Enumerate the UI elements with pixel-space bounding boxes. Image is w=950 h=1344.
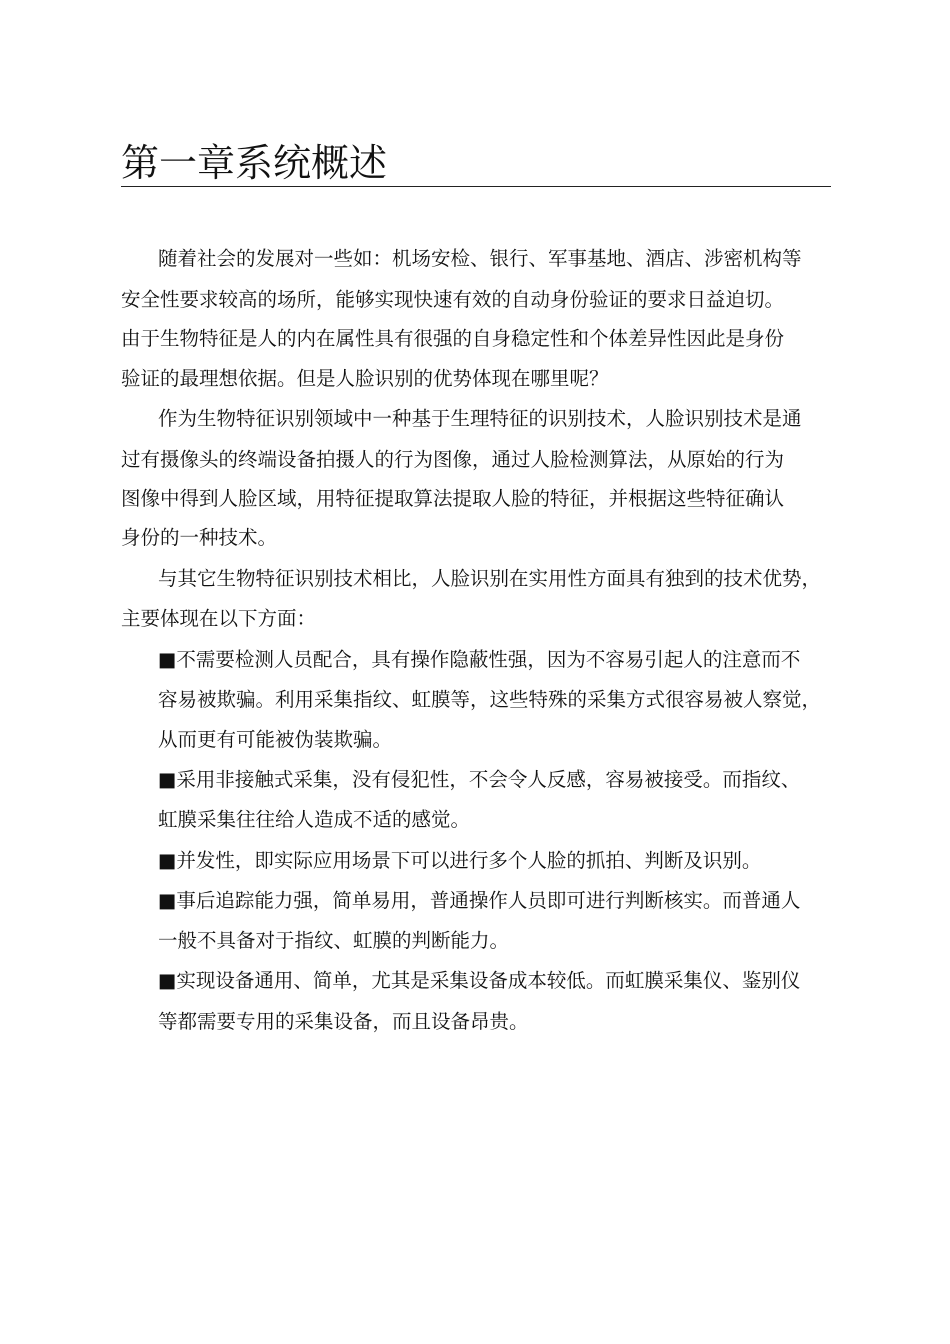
chapter-title: 第一章系统概述 [121,140,831,187]
bullet4-line2: 一般不具备对于指纹、虹膜的判断能力。 [158,929,510,952]
para2-line2: 过有摄像头的终端设备拍摄人的行为图像，通过人脸检测算法，从原始的行为 [121,448,785,471]
para2-line1: 作为生物特征识别领域中一种基于生理特征的识别技术，人脸识别技术是通 [158,407,802,430]
bullet2-line2: 虹膜采集往往给人造成不适的感觉。 [158,808,471,831]
para3-line1: 与其它生物特征识别技术相比，人脸识别在实用性方面具有独到的技术优势， [158,567,822,590]
para1-line4: 验证的最理想依据。但是人脸识别的优势体现在哪里呢？ [121,367,609,390]
para1-line3: 由于生物特征是人的内在属性具有很强的自身稳定性和个体差异性因此是身份 [121,327,785,350]
para2-line4: 身份的一种技术。 [121,526,278,549]
bullet1-line1: ■不需要检测人员配合，具有操作隐蔽性强，因为不容易引起人的注意而不 [158,648,801,671]
bullet5-line2: 等都需要专用的采集设备，而且设备昂贵。 [158,1010,529,1033]
bullet1-line2: 容易被欺骗。利用采集指纹、虹膜等，这些特殊的采集方式很容易被人察觉， [158,688,822,711]
para1-line2: 安全性要求较高的场所，能够实现快速有效的自动身份验证的要求日益迫切。 [121,288,785,311]
para1-line1: 随着社会的发展对一些如：机场安检、银行、军事基地、酒店、涉密机构等 [158,247,802,270]
para2-line3: 图像中得到人脸区域，用特征提取算法提取人脸的特征，并根据这些特征确认 [121,487,785,510]
bullet4-line1: ■事后追踪能力强，简单易用，普通操作人员即可进行判断核实。而普通人 [158,889,801,912]
bullet3-line1: ■并发性，即实际应用场景下可以进行多个人脸的抓拍、判断及识别。 [158,849,762,872]
bullet1-line3: 从而更有可能被伪装欺骗。 [158,728,393,751]
bullet2-line1: ■采用非接触式采集，没有侵犯性，不会令人反感，容易被接受。而指纹、 [158,768,801,791]
para3-line2: 主要体现在以下方面： [121,607,317,630]
bullet5-line1: ■实现设备通用、简单，尤其是采集设备成本较低。而虹膜采集仪、鉴别仪 [158,969,801,992]
